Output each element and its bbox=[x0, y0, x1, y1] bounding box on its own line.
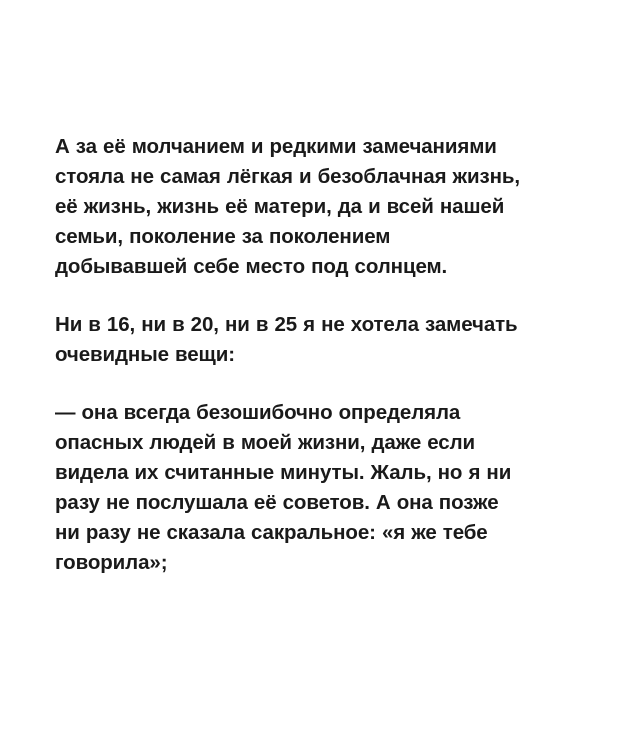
paragraph-1: А за её молчанием и редкими замечаниями стояла не самая лёгкая и безоблачная жизнь, её жизнь, жизнь её матери, да и всей нашей семьи, поколение за поколением добывавшей себе место под солнцем. bbox=[55, 135, 520, 278]
paragraph-3: — она всегда безошибочно определяла опасных людей в моей жизни, даже если видела их считанные минуты. Жаль, но я ни разу не послушала её советов. А она позже ни разу не сказала сакральное: «я же тебе говорила»; bbox=[55, 401, 512, 574]
paragraph-2: Ни в 16, ни в 20, ни в 25 я не хотела замечать очевидные вещи: bbox=[55, 313, 518, 366]
document-text-block bbox=[55, 132, 525, 578]
